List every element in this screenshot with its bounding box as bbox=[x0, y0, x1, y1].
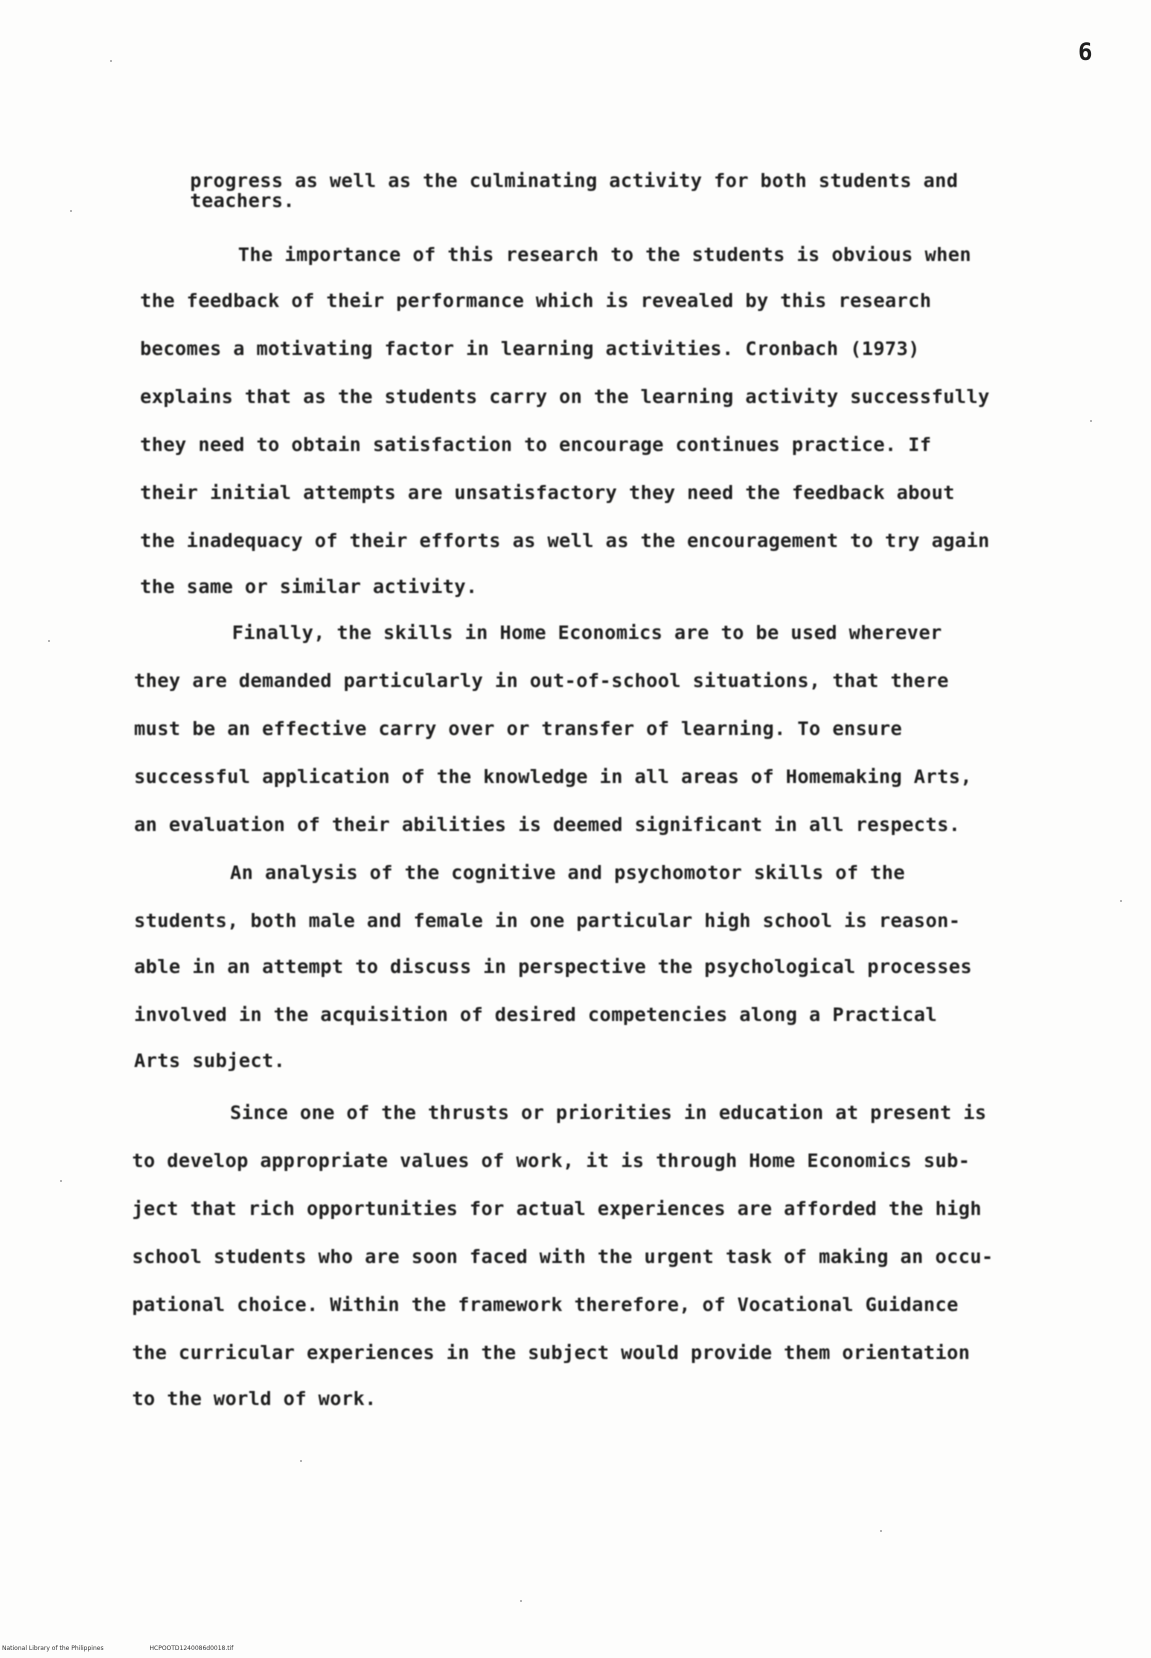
text-line: the inadequacy of their efforts as well as the encouragement to try again bbox=[140, 530, 990, 552]
scan-speck bbox=[520, 1600, 522, 1602]
text-line: Arts subject. bbox=[134, 1050, 286, 1072]
text-line: must be an effective carry over or transfer of learning. To ensure bbox=[134, 718, 903, 740]
footer-file-id: HCPOOTD1240086d0018.tif bbox=[149, 1645, 234, 1652]
text-line: to develop appropriate values of work, it is through Home Economics sub- bbox=[132, 1150, 971, 1172]
text-line: becomes a motivating factor in learning activities. Cronbach (1973) bbox=[140, 338, 920, 360]
scan-speck bbox=[70, 210, 72, 212]
text-line: pational choice. Within the framework therefore, of Vocational Guidance bbox=[132, 1294, 959, 1316]
text-line: the curricular experiences in the subject would provide them orientation bbox=[132, 1342, 971, 1364]
text-line: teachers. bbox=[190, 190, 295, 212]
text-line: their initial attempts are unsatisfactory they need the feedback about bbox=[140, 482, 955, 504]
scan-speck bbox=[300, 1460, 302, 1462]
text-line: the feedback of their performance which is revealed by this research bbox=[140, 290, 932, 312]
text-line: they are demanded particularly in out-of-school situations, that there bbox=[134, 670, 949, 692]
scan-speck bbox=[60, 1180, 62, 1182]
scan-footer bbox=[2, 1645, 277, 1652]
footer-library: National Library of the Philippines bbox=[2, 1645, 104, 1652]
text-line: successful application of the knowledge in all areas of Homemaking Arts, bbox=[134, 766, 973, 788]
text-line: an evaluation of their abilities is deemed significant in all respects. bbox=[134, 814, 961, 836]
text-line: school students who are soon faced with the urgent task of making an occu- bbox=[132, 1246, 994, 1268]
scan-speck bbox=[1120, 900, 1122, 902]
text-line: the same or similar activity. bbox=[140, 576, 478, 598]
text-line: An analysis of the cognitive and psychomotor skills of the bbox=[230, 862, 906, 884]
text-line: ject that rich opportunities for actual experiences are afforded the high bbox=[132, 1198, 982, 1220]
text-line: able in an attempt to discuss in perspective the psychological processes bbox=[134, 956, 973, 978]
text-line: explains that as the students carry on the learning activity successfully bbox=[140, 386, 990, 408]
text-line: Since one of the thrusts or priorities in education at present is bbox=[230, 1102, 987, 1124]
text-line: involved in the acquisition of desired competencies along a Practical bbox=[134, 1004, 938, 1026]
text-line: The importance of this research to the students is obvious when bbox=[238, 244, 972, 266]
text-line: students, both male and female in one particular high school is reason- bbox=[134, 910, 961, 932]
page-number: 6 bbox=[1078, 38, 1093, 66]
text-line: to the world of work. bbox=[132, 1388, 377, 1410]
scan-speck bbox=[880, 1530, 882, 1532]
scan-speck bbox=[48, 640, 50, 642]
scan-speck bbox=[110, 60, 112, 62]
text-line: progress as well as the culminating activity for both students and bbox=[190, 170, 959, 192]
scan-speck bbox=[1090, 420, 1092, 422]
text-line: Finally, the skills in Home Economics are to be used wherever bbox=[232, 622, 942, 644]
text-line: they need to obtain satisfaction to encourage continues practice. If bbox=[140, 434, 932, 456]
